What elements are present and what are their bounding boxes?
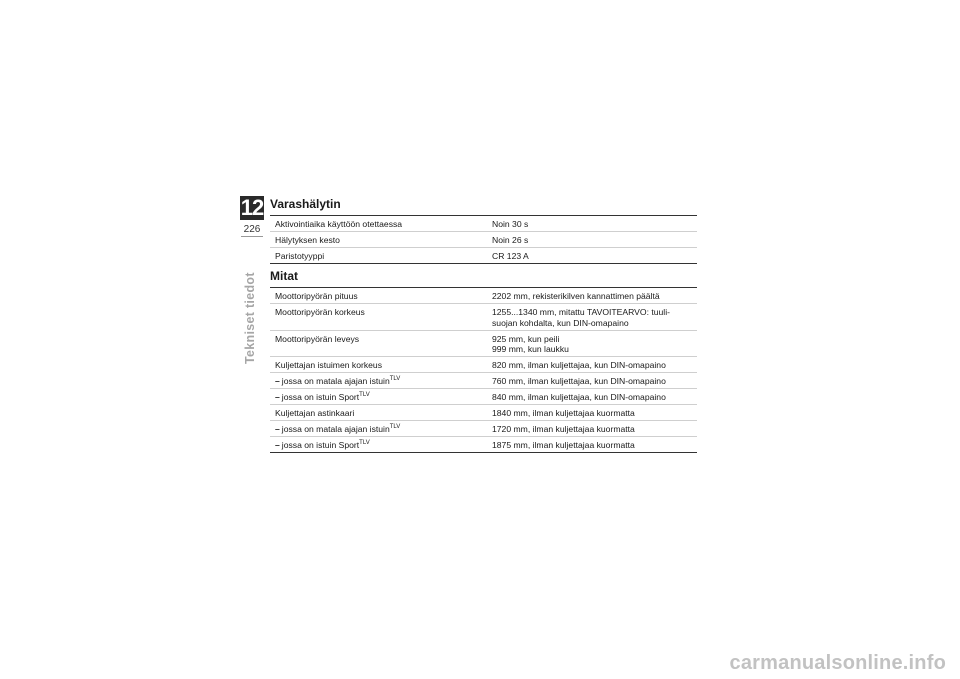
row-label — [270, 389, 488, 405]
tlv-superscript: TLV — [359, 440, 370, 446]
row-value — [488, 330, 697, 357]
label-text: jossa on istuin Sport — [281, 392, 360, 402]
row-label: Moottoripyörän pituus — [270, 288, 488, 304]
table-row — [270, 232, 697, 248]
row-label — [270, 373, 488, 389]
row-value: CR 123 A — [492, 251, 529, 261]
row-label: Moottoripyörän korkeus — [270, 304, 488, 331]
tlv-superscript: TLV — [359, 392, 370, 398]
row-label: Moottoripyörän leveys — [270, 330, 488, 357]
table-row — [270, 357, 697, 373]
table-row — [270, 216, 697, 232]
row-value: 1875 mm, ilman kuljettajaa kuormatta — [492, 440, 635, 450]
table-row — [270, 304, 697, 331]
dimensions-section — [270, 269, 697, 453]
tlv-superscript: TLV — [389, 424, 401, 430]
label-text: jossa on istuin Sport — [281, 440, 360, 450]
row-value: 2202 mm, rekisterikilven kannattimen päältä — [488, 288, 697, 304]
table-row — [270, 389, 697, 405]
row-label: Kuljettajan astinkaari — [270, 405, 488, 421]
site-watermark: carmanualsonline.info — [729, 652, 946, 674]
label-text: jossa on matala ajajan istuin — [281, 424, 390, 434]
chapter-title-tab: Tekniset tiedot — [243, 272, 257, 364]
alarm-table — [270, 215, 697, 264]
page-number-divider — [241, 236, 263, 237]
label-text: jossa on matala ajajan istuin — [281, 376, 390, 386]
dash-marker: – — [275, 392, 280, 402]
row-label: Kuljettajan istuimen korkeus — [270, 357, 488, 373]
dimensions-heading: Mitat — [270, 269, 298, 283]
table-row — [270, 373, 697, 389]
row-value — [488, 304, 697, 331]
row-value: 1720 mm, ilman kuljettajaa kuormatta — [488, 421, 697, 437]
table-row — [270, 437, 697, 453]
row-value: Noin 30 s — [488, 216, 697, 232]
row-value: 1840 mm, ilman kuljettajaa kuormatta — [488, 405, 697, 421]
row-label — [270, 421, 488, 437]
dash-marker: – — [275, 440, 280, 450]
value-line-2: 999 mm, kun laukku — [492, 344, 569, 354]
row-value: 760 mm, ilman kuljettajaa, kun DIN-omapaino — [488, 373, 697, 389]
dash-marker: – — [275, 424, 280, 434]
tlv-superscript: TLV — [389, 376, 401, 382]
row-value: 820 mm, ilman kuljettajaa, kun DIN-omapaino — [488, 357, 697, 373]
page-number: 226 — [243, 224, 261, 235]
chapter-number: 12 — [240, 195, 264, 220]
table-row — [270, 405, 697, 421]
row-label: Aktivointiaika käyttöön otettaessa — [270, 216, 488, 232]
table-row — [270, 288, 697, 304]
alarm-heading: Varashälytin — [270, 197, 341, 211]
dimensions-table — [270, 287, 697, 453]
row-value: 840 mm, ilman kuljettajaa, kun DIN-omapaino — [488, 389, 697, 405]
row-label — [270, 437, 488, 453]
row-label: Hälytyksen kesto — [270, 232, 488, 248]
row-label: Paristotyyppi — [275, 251, 325, 261]
value-line-1: 925 mm, kun peili — [492, 333, 560, 344]
dash-marker: – — [275, 376, 280, 386]
value-line-1: 1255...1340 mm, mitattu TAVOITEARVO: tuuli- — [492, 307, 670, 317]
table-row — [270, 421, 697, 437]
value-line-2: suojan kohdalta, kun DIN-omapaino — [492, 317, 629, 328]
table-row — [270, 330, 697, 357]
alarm-section — [270, 197, 697, 264]
row-value: Noin 26 s — [488, 232, 697, 248]
table-row — [270, 248, 697, 264]
